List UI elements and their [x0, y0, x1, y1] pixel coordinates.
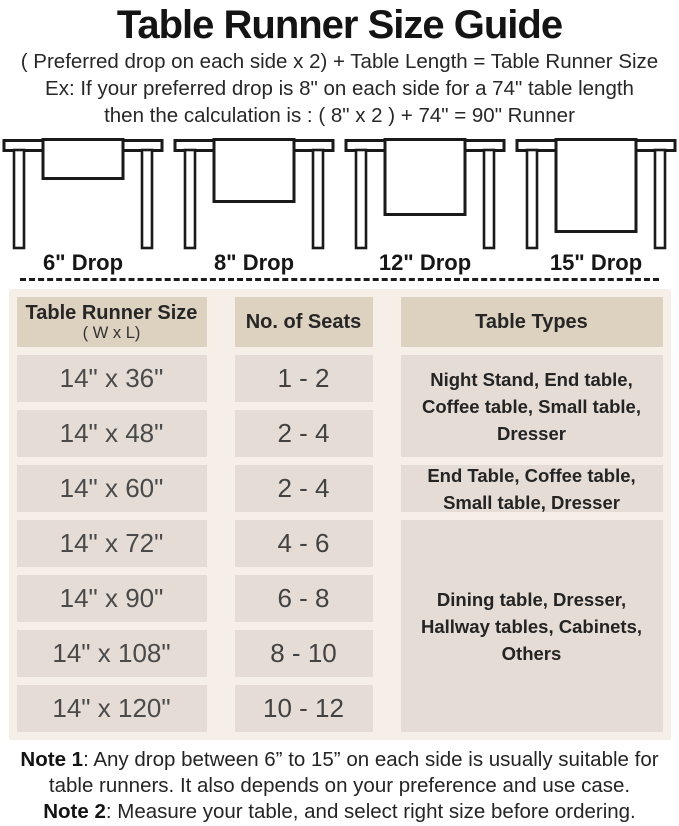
- seats-cell: 2 - 4: [235, 410, 373, 457]
- example-line-2: then the calculation is : ( 8" x 2 ) + 74" = 90" Runner: [104, 104, 575, 127]
- table-types-cell: Night Stand, End table, Coffee table, Small table, Dresser: [401, 355, 663, 457]
- seats-cell: 8 - 10: [235, 630, 373, 677]
- runner-rect: [556, 140, 636, 232]
- table-leg-left: [356, 150, 366, 248]
- page-title: Table Runner Size Guide: [116, 3, 563, 47]
- table-leg-left: [14, 150, 24, 248]
- runner-size-cell: 14" x 48": [17, 410, 207, 457]
- header-runner-size-title: Table Runner Size: [25, 301, 198, 324]
- seats-cell: 1 - 2: [235, 355, 373, 402]
- runner-size-cell: 14" x 90": [17, 575, 207, 622]
- table-leg-left: [527, 150, 537, 248]
- runner-size-cell: 14" x 120": [17, 685, 207, 732]
- seats-cell: 2 - 4: [235, 465, 373, 512]
- drop-label: 12" Drop: [378, 250, 472, 275]
- runner-rect: [43, 140, 123, 179]
- table-leg-right: [142, 150, 152, 248]
- table-illustration: [513, 138, 679, 275]
- formula-text: ( Preferred drop on each side x 2) + Table Length = Table Runner Size: [20, 50, 659, 73]
- note-1-label: Note 1: [20, 748, 84, 771]
- table-types-cell: Dining table, Dresser, Hallway tables, Cabinets, Others: [401, 520, 663, 732]
- size-guide-table: [9, 289, 671, 740]
- drop-label: 8" Drop: [213, 250, 295, 275]
- runner-size-cell: 14" x 36": [17, 355, 207, 402]
- header-runner-size-sub: ( W x L): [82, 323, 141, 342]
- table-types-cell: End Table, Coffee table, Small table, Dresser: [401, 465, 663, 512]
- runner-rect: [214, 140, 294, 202]
- table-illustration: [342, 138, 508, 275]
- notes-section: [3, 747, 676, 825]
- runner-size-cell: 14" x 108": [17, 630, 207, 677]
- table-illustration: [0, 138, 166, 275]
- header-no-of-seats: No. of Seats: [235, 297, 373, 347]
- example-line-1: Ex: If your preferred drop is 8" on each side for a 74" table length: [45, 77, 634, 100]
- header-table-types: Table Types: [401, 297, 663, 347]
- drop-illustrations-row: [0, 138, 679, 275]
- drop-label: 6" Drop: [42, 250, 124, 275]
- dashed-divider: [20, 278, 659, 281]
- header-runner-size: [17, 297, 207, 347]
- seats-cell: 4 - 6: [235, 520, 373, 567]
- note-2-label: Note 2: [43, 800, 106, 823]
- seats-cell: 10 - 12: [235, 685, 373, 732]
- drop-label: 15" Drop: [549, 250, 643, 275]
- note-1-text: : Any drop between 6” to 15” on each side is usually suitable for table runners. It also depends on your preference and use case.: [48, 748, 659, 797]
- table-with-runner-drawing: [342, 138, 508, 250]
- table-with-runner-drawing: [171, 138, 337, 250]
- table-illustration: [171, 138, 337, 275]
- runner-size-cell: 14" x 72": [17, 520, 207, 567]
- runner-rect: [385, 140, 465, 215]
- table-leg-right: [313, 150, 323, 248]
- table-leg-right: [655, 150, 665, 248]
- table-leg-right: [484, 150, 494, 248]
- table-leg-left: [185, 150, 195, 248]
- seats-cell: 6 - 8: [235, 575, 373, 622]
- runner-size-cell: 14" x 60": [17, 465, 207, 512]
- note-1: [3, 747, 676, 799]
- table-with-runner-drawing: [513, 138, 679, 250]
- note-2-text: : Measure your table, and select right size before ordering.: [105, 800, 636, 823]
- note-2: [3, 799, 676, 825]
- table-with-runner-drawing: [0, 138, 166, 250]
